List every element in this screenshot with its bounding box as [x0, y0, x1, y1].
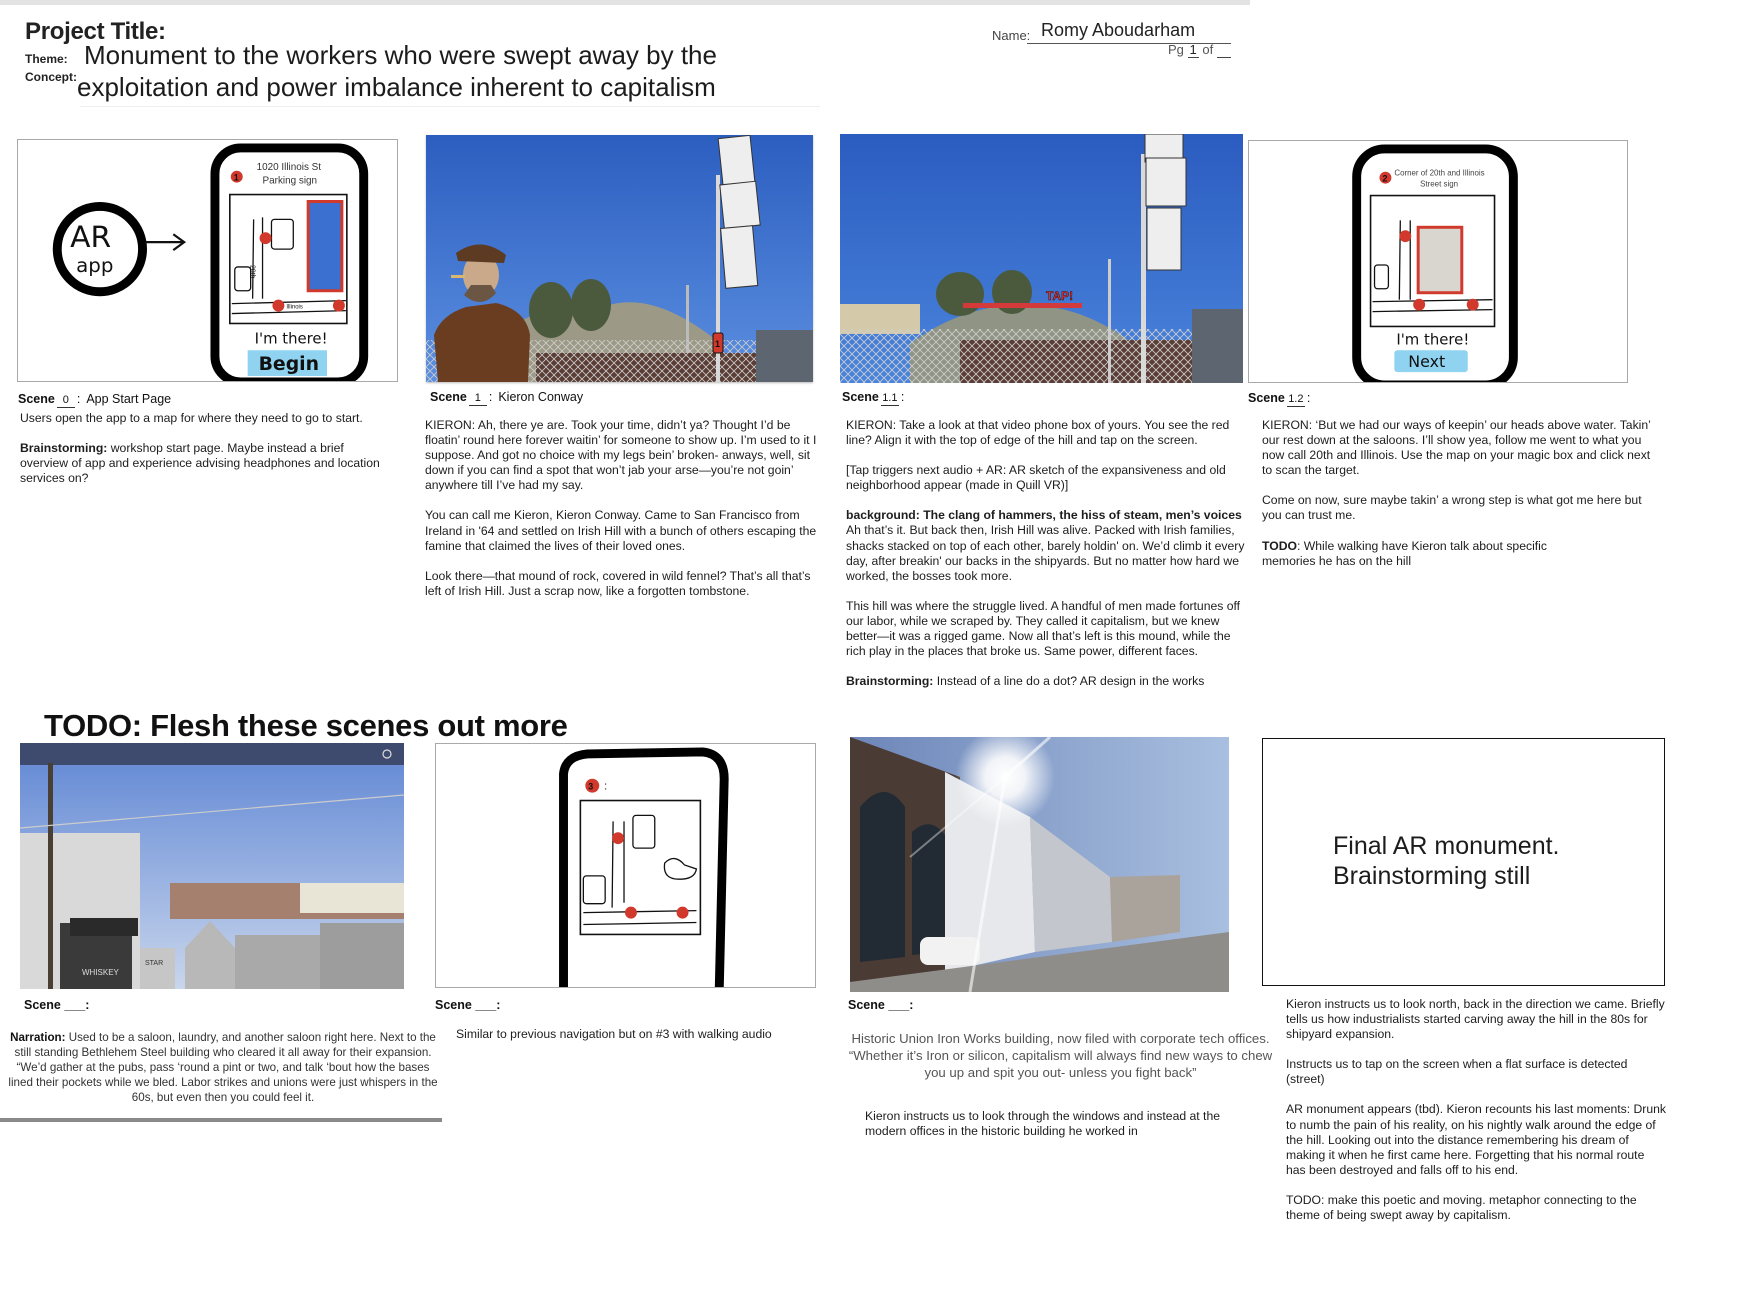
concept-label: Concept: — [25, 70, 77, 84]
page-of: of — [1202, 42, 1214, 57]
address-line-2: Street sign — [1420, 179, 1459, 189]
name-label: Name: — [992, 28, 1031, 43]
scene-0-label: Scene 0 : App Start Page — [18, 392, 172, 406]
placeholder-text — [1333, 831, 1560, 891]
note-paragraph: This hill was where the struggle lived. A handful of men made fortunes off our labor, while we scraped by. They called it capitalism, but we knew better—it was a rigged game. Now all that’s left is this mound, while the rich play in the places that broke us. Same power, different faces. — [846, 598, 1241, 659]
scene-word: Scene — [1248, 391, 1285, 405]
final-monument-notes — [1286, 997, 1666, 1238]
name-field: Romy Aboudarham — [1027, 20, 1231, 44]
concept-text: exploitation and power imbalance inherent to capitalism — [77, 72, 716, 102]
scene-number: 1.1 — [882, 392, 898, 404]
note-paragraph: [Tap triggers next audio + AR: AR sketch of the expansiveness and old neighborhood appear (made in Quill VR)] — [846, 463, 1226, 493]
note-paragraph: KIERON: Ah, there ye are. Took your time, didn’t ya? Thought I’d be floatin’ round here forever waitin’ for someone to show up. I’m used to it I suppose. And got no choice with my legs bein’ broken- anways, well, sit down if you can find a spot that won’t jab your arse—you’re not goin’ anywhere till I’ve had my say. — [425, 418, 817, 493]
scene-1-notes — [425, 418, 825, 614]
target-photo-thumbnail — [1418, 227, 1462, 292]
scene-word: Scene — [435, 998, 472, 1012]
note-paragraph: You can call me Kieron, Kieron Conway. Came to San Francisco from Ireland in '64 and settled on Irish Hill with a bunch of others escaping the famine that claimed the lives of their loved ones. — [425, 508, 817, 553]
marker-1-label: 1 — [715, 339, 721, 349]
divider-rule — [0, 1118, 442, 1122]
address-line-2: Parking sign — [262, 175, 318, 187]
svg-text::: : — [604, 780, 608, 793]
scene-word: Scene — [24, 998, 61, 1012]
note-paragraph: Brainstorming: Instead of a line do a dot? AR design in the works — [846, 674, 1205, 689]
scene-number: 1 — [469, 392, 487, 406]
parking-sign-3 — [1147, 208, 1181, 270]
page-number: 1 — [1189, 42, 1197, 57]
note-paragraph: KIERON: Take a look at that video phone box of yours. You see the red line? Align it with the top of edge of the hill and tap on the screen. — [846, 418, 1230, 448]
scene-title: App Start Page — [86, 392, 172, 406]
union-iron-works-photo — [850, 737, 1229, 992]
pin-number: 3 — [588, 781, 594, 792]
car — [920, 937, 980, 965]
scene-1-label: Scene 1 : Kieron Conway — [430, 390, 584, 404]
narration-text: Used to be a saloon, laundry, and another saloon right here. Next to the still standing Bethlehem Steel building who cleared it all away for their expansion. — [14, 1031, 436, 1059]
saloon-narration — [8, 1030, 438, 1105]
scene-number: 0 — [57, 394, 75, 408]
saloon-sign — [70, 918, 138, 936]
placeholder-line-2: Brainstorming still — [1333, 862, 1531, 890]
address-line-1: Corner of 20th and Illinois — [1394, 168, 1485, 178]
im-there-text: I'm there! — [1396, 330, 1470, 349]
note-paragraph: AR monument appears (tbd). Kieron recounts his last moments: Drunk to numb the pain of his reality, on his nightly walk around the edge of the hill. Looking out into the distance remembering his dream of making it when he first came here. Forgetting that his normal route has been destroyed and falls off to his end. — [1286, 1102, 1667, 1177]
saloon-scene-label: Scene ___: — [24, 998, 90, 1012]
scene-word: Scene — [842, 390, 879, 404]
note-paragraph: Come on now, sure maybe takin’ a wrong step is what got me here but you can trust me. — [1262, 493, 1642, 523]
scene-0-sketch — [17, 139, 398, 382]
scene-number: ___ — [888, 998, 910, 1012]
caption-line-2: “Whether it’s Iron or silicon, capitalism will always find new ways to chew you up and spit you out- unless you fight back” — [848, 1048, 1273, 1080]
scene-word: Scene — [18, 392, 55, 406]
parking-sign-3 — [721, 226, 758, 289]
theme-label: Theme: — [25, 52, 68, 66]
scene-1-1-photo — [840, 134, 1243, 383]
navigation-3-notes: Similar to previous navigation but on #3 with walking audio — [456, 1027, 772, 1041]
note-paragraph: Kieron instructs us to look north, back in the direction we came. Briefly tells us how industrialists started carving away the hill in the 80s for shipyard expansion. — [1286, 997, 1665, 1042]
scene-1-photo — [426, 135, 813, 382]
theme-text: Monument to the workers who were swept away by the — [84, 40, 717, 70]
next-button-label: Next — [1408, 352, 1446, 372]
caption-line-1: Historic Union Iron Works building, now filed with corporate tech offices. — [851, 1031, 1270, 1046]
final-monument-placeholder — [1262, 738, 1665, 986]
scene-0-notes — [20, 411, 380, 501]
sign-pole — [1141, 154, 1146, 383]
saloon-historic-photo — [20, 743, 404, 989]
scene-word: Scene — [430, 390, 467, 404]
ar-app-text-1: AR — [70, 220, 112, 256]
scene-title: Kieron Conway — [498, 390, 584, 404]
arrow-right-icon — [146, 234, 185, 250]
note-paragraph: background: The clang of hammers, the hiss of steam, men’s voices Ah that’s it. But back then, Irish Hill was alive. Packed with Irish families, shacks stacked on top of each other, barely holdin' on. We’d climb it every day, after breakin' our backs in the shipyards. But no matter how hard we worked, the bosses took more. — [846, 508, 1245, 583]
note-paragraph: Instructs us to tap on the screen when a flat surface is detected (street) — [1286, 1057, 1628, 1087]
navigation-3-scene-label: Scene ___: — [435, 998, 501, 1012]
document-top-bar — [0, 0, 1250, 5]
parking-sign-2 — [720, 181, 760, 229]
scene-1-2-label: Scene 1.2 : — [1248, 391, 1311, 405]
pin-number: 2 — [1382, 173, 1388, 184]
street-label: 20th — [248, 264, 256, 279]
parking-sign-2 — [1146, 158, 1186, 206]
pin-number: 1 — [233, 172, 239, 183]
scene-1-1-notes — [846, 418, 1246, 704]
header-divider — [80, 106, 820, 107]
scene-word: Scene — [848, 998, 885, 1012]
note-paragraph: Brainstorming: workshop start page. Maybe instead a brief overview of app and experience advising headphones and location services on? — [20, 441, 380, 486]
note-paragraph: Users open the app to a map for where they need to go to start. — [20, 411, 363, 425]
note-paragraph: TODO: While walking have Kieron talk about specific memories he has on the hill — [1262, 538, 1547, 568]
whiskey-sign: WHISKEY — [82, 968, 119, 977]
scene-number: ___ — [475, 998, 497, 1012]
page-prefix: Pg — [1168, 42, 1184, 57]
star-sign: STAR — [145, 960, 164, 967]
street-view-toolbar — [20, 743, 404, 765]
scene-1-2-sketch — [1248, 140, 1628, 383]
union-iron-notes: Kieron instructs us to look through the windows and instead at the modern offices in the historic building he worked in — [865, 1109, 1221, 1139]
page-indicator — [1168, 42, 1231, 58]
scene-1-2-notes — [1262, 418, 1662, 584]
scene-number: ___ — [64, 998, 86, 1012]
address-line-1: 1020 Illinois St — [256, 161, 322, 173]
scene-number: 1.2 — [1288, 393, 1304, 405]
begin-button-label: Begin — [258, 354, 320, 376]
project-title-label: Project Title: — [25, 18, 166, 45]
scene-1-1-label: Scene 1.1 : — [842, 390, 905, 404]
navigation-3-sketch — [435, 743, 816, 988]
tap-label: TAP! — [1046, 289, 1074, 303]
narration-quote: “We’d gather at the pubs, pass ‘round a pint or two, and talk ‘bout how the bases lined their pockets while we bled. Labor strikes and unions were just whispers in the 60s, but even then you could feel it. — [8, 1061, 438, 1104]
narration-label: Narration: — [10, 1031, 66, 1044]
cross-street-label: Illinois — [286, 304, 303, 311]
alignment-red-line — [963, 303, 1082, 308]
union-iron-scene-label: Scene ___: — [848, 998, 914, 1012]
note-paragraph: Look there—that mound of rock, covered in wild fennel? That’s all that’s left of Irish Hill. Just a scrap now, like a forgotten tombstone. — [425, 568, 811, 598]
note-paragraph: TODO: make this poetic and moving. metaphor connecting to the theme of being swept away by capitalism. — [1286, 1192, 1637, 1223]
ar-app-text-2: app — [76, 253, 114, 277]
todo-heading: TODO: Flesh these scenes out more — [44, 708, 568, 743]
union-iron-caption — [838, 1030, 1283, 1081]
page-total-blank — [1217, 46, 1231, 58]
im-there-text: I'm there! — [254, 329, 328, 348]
target-photo-thumbnail — [308, 201, 342, 290]
note-paragraph: KIERON: ‘But we had our ways of keepin’ our heads above water. Takin’ our rest down at the saloons. I’ll show yea, follow me went to what you now call 20th and Illinois. Use the map on your magic box and click next to scan the target. — [1262, 418, 1651, 478]
placeholder-line-1: Final AR monument. — [1333, 832, 1560, 860]
